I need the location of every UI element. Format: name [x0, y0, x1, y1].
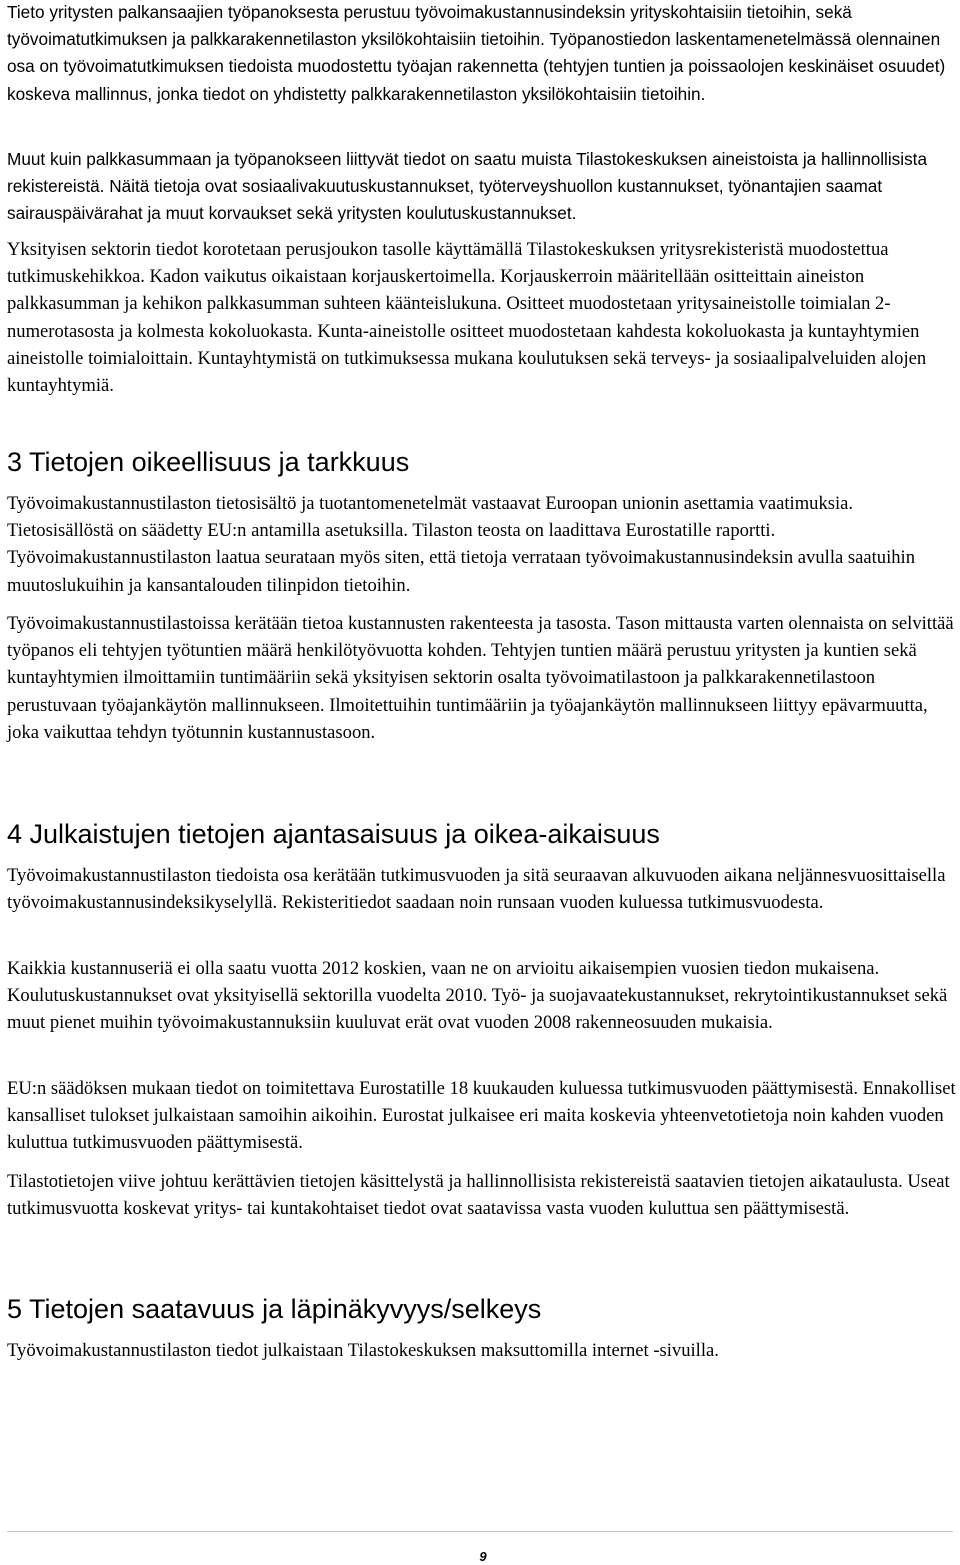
footer-divider	[7, 1531, 953, 1532]
section-heading: 3 Tietojen oikeellisuus ja tarkkuus	[7, 447, 410, 477]
paragraph: Tieto yritysten palkansaajien työpanoksesta perustuu työvoimakustannusindeksin yrityskohtaisiin tietoihin, sekä työvoimatutkimuksen ja palkkarakennetilaston yksilökohtaisiin tietoihin. Työpanostiedon laskentamenetelmässä olennainen osa on työvoimatutkimuksen tiedoista muodostettu työajan rakennetta (tehtyjen tuntien ja poissaolojen keskinäiset osuudet) koskeva mallinnus, jonka tiedot on yhdistetty palkkarakennetilaston yksilökohtaisiin tietoihin.	[7, 2, 946, 104]
paragraph: Muut kuin palkkasummaan ja työpanokseen liittyvät tiedot on saatu muista Tilastokeskuksen aineistoista ja hallinnollisista rekistereistä. Näitä tietoja ovat sosiaalivakuutuskustannukset, työterveyshuollon kustannukset, työnantajien saamat sairauspäivärahat ja muut korvaukset sekä yritysten koulutuskustannukset.	[7, 149, 928, 224]
paragraph: Työvoimakustannustilastoissa kerätään tietoa kustannusten rakenteesta ja tasosta. Tason mittausta varten olennaista on selvittää työpanos eli tehtyjen työtuntien määrä henkilötyövuotta kohden. Tehtyjen tuntien määrä perustuu yritysten ja kuntien sekä kuntayhtymien ilmoittamiin tuntimääriin sekä yksityisen sektorin osalta työvoimatilastoon ja palkkarakennetilastoon perustuvaan työajankäytön mallinnukseen. Ilmoitettuihin tuntimääriin ja työajankäytön mallinnukseen liittyy epävarmuutta, joka vaikuttaa tehdyn työtunnin kustannustasoon.	[7, 613, 954, 743]
paragraph: Tilastotietojen viive johtuu kerättävien tietojen käsittelystä ja hallinnollisista rekistereistä saatavien tietojen aikataulusta. Useat tutkimusvuotta koskevat yritys- tai kuntakohtaiset tiedot ovat saatavissa vasta vuoden kuluttua sen päättymisestä.	[7, 1171, 950, 1220]
paragraph: Kaikkia kustannuseriä ei olla saatu vuotta 2012 koskien, vaan ne on arvioitu aikaisempien vuosien tiedon mukaisena. Koulutuskustannukset ovat yksityisellä sektorilla vuodelta 2010. Työ- ja suojavaatekustannukset, rekrytointikustannukset sekä muut pienet muihin työvoimakustannuksiin kuuluvat erät ovat vuoden 2008 rakenneosuuden mukaisia.	[7, 958, 948, 1034]
paragraph: Työvoimakustannustilaston tiedot julkaistaan Tilastokeskuksen maksuttomilla internet -sivuilla.	[7, 1340, 719, 1361]
paragraph: Yksityisen sektorin tiedot korotetaan perusjoukon tasolle käyttämällä Tilastokeskuksen yritysrekisteristä muodostettua tutkimuskehikkoa. Kadon vaikutus oikaistaan korjauskertoimella. Korjauskerroin määritellään ositteittain aineiston palkkasumman ja kehikon palkkasumman suhteen käänteislukuna. Ositteet muodostetaan yritysaineistolle toimialan 2-numerotasosta ja kolmesta kokoluokasta. Kunta-aineistolle ositteet muodostetaan kahdesta kokoluokasta ja kuntayhtymien aineistolle toimialoittain. Kuntayhtymistä on tutkimuksessa mukana koulutuksen sekä terveys- ja sosiaalipalveluiden alojen kuntayhtymiä.	[7, 239, 927, 397]
section-heading: 5 Tietojen saatavuus ja läpinäkyvyys/selkeys	[7, 1294, 542, 1324]
section-heading: 4 Julkaistujen tietojen ajantasaisuus ja oikea-aikaisuus	[7, 819, 660, 849]
paragraph: EU:n säädöksen mukaan tiedot on toimitettava Eurostatille 18 kuukauden kuluessa tutkimusvuoden päättymisestä. Ennakolliset kansalliset tulokset julkaistaan samoihin aikoihin. Eurostat julkaisee eri maita koskevia yhteenvetotietoja noin kahden vuoden kuluttua tutkimusvuoden päättymisestä.	[7, 1078, 956, 1154]
page-number: 9	[479, 1549, 487, 1564]
paragraph: Työvoimakustannustilaston tietosisältö ja tuotantomenetelmät vastaavat Euroopan unionin asettamia vaatimuksia. Tietosisällöstä on säädetty EU:n antamilla asetuksilla. Tilaston teosta on laadittava Eurostatille raportti. Työvoimakustannustilaston laatua seurataan myös siten, että tietoja verrataan työvoimakustannusindeksin avulla saatuihin muutoslukuihin ja kansantalouden tilinpidon tietoihin.	[7, 493, 916, 596]
paragraph: Työvoimakustannustilaston tiedoista osa kerätään tutkimusvuoden ja sitä seuraavan alkuvuoden aikana neljännesvuosittaisella työvoimakustannusindeksikyselyllä. Rekisteritiedot saadaan noin runsaan vuoden kuluessa tutkimusvuodesta.	[7, 865, 946, 914]
